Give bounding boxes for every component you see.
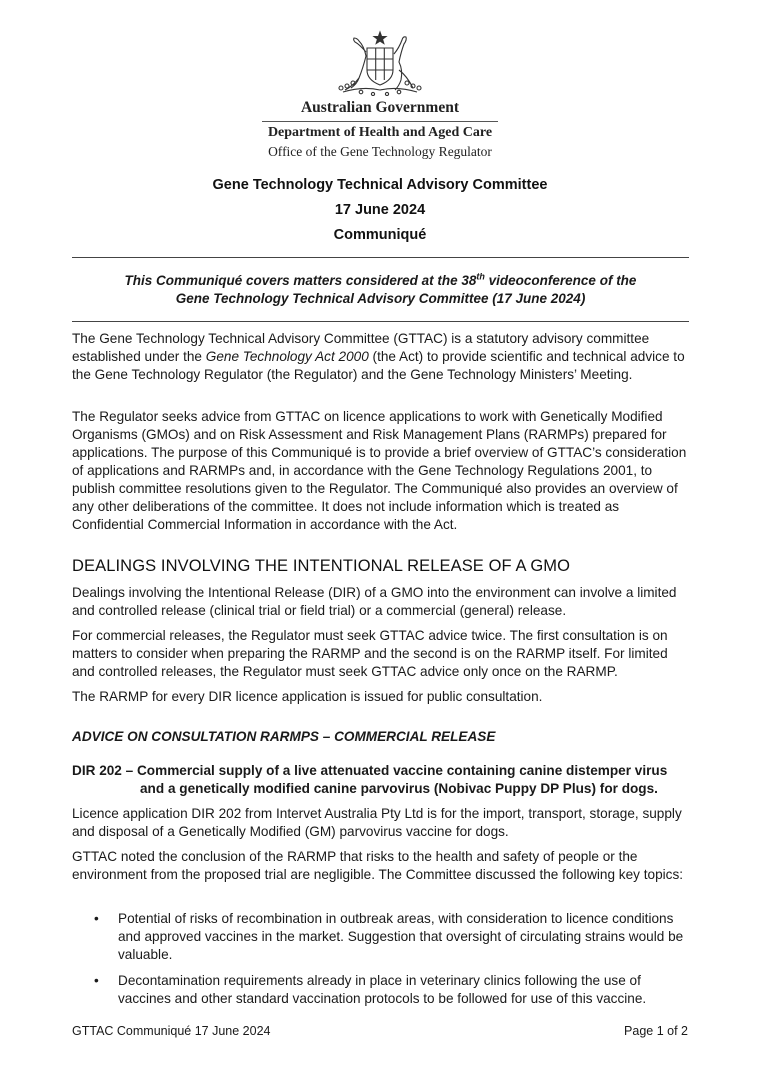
department-name: Department of Health and Aged Care (267, 125, 493, 140)
paragraph-gttac-conclusion (72, 848, 692, 884)
subsection-heading-consultation: ADVICE ON CONSULTATION RARMPS – COMMERCIAL RELEASE (72, 729, 496, 744)
paragraph-gttac-overview (72, 330, 692, 384)
section1-p1: Dealings involving the Intentional Release (DIR) of a GMO into the environment can involve a limited and controlled release (clinical trial or field trial) or a commercial (general) release. (72, 585, 677, 618)
subsection-p1: Licence application DIR 202 from Intervet Australia Pty Ltd is for the import, transport, storage, supply and disposal of a Genetically Modified (GM) parvovirus vaccine for dogs. (72, 806, 682, 839)
paragraph-licence-application (72, 805, 692, 841)
bullet-text: Decontamination requirements already in place in veterinary clinics following the use of vaccines and other standard vaccination protocols to be followed for use of this vaccine. (118, 973, 647, 1006)
section-heading-dir: DEALINGS INVOLVING THE INTENTIONAL RELEASE OF A GMO (72, 557, 571, 575)
committee-title: Gene Technology Technical Advisory Committee (212, 177, 548, 193)
footer-title: GTTAC Communiqué 17 June 2024 (72, 1024, 271, 1038)
intro-text-part1: This Communiqué covers matters considered at the 38 (124, 273, 477, 288)
paragraph-dir-definition (72, 584, 692, 620)
para2-text: The Regulator seeks advice from GTTAC on licence applications to work with Genetically Modified Organisms (GMOs) and on Risk Assessment and Risk Management Plans (RARMPs) prepared for applications. The purpose of this Communiqué is to provide a brief overview of GTTAC’s consideration of applications and RARMPs and, in accordance with the Gene Technology Regulations 2001, to publish committee resolutions given to the Regulator. The Communiqué also provides an overview of any other deliberations of the committee. It does not include information which is treated as Confidential Commercial Information in accordance with the Act. (72, 409, 687, 532)
letterhead-divider (262, 121, 498, 122)
bullet-icon: • (94, 973, 99, 988)
bullet-icon: • (94, 911, 99, 926)
act-name: Gene Technology Act 2000 (205, 349, 369, 364)
dir-202-heading (72, 762, 692, 798)
intro-superscript: th (476, 271, 485, 282)
section1-p3: The RARMP for every DIR licence application is issued for public consultation. (72, 689, 543, 704)
dir-heading-line1: DIR 202 – Commercial supply of a live attenuated vaccine containing canine distemper virus (72, 763, 668, 778)
paragraph-public-consultation (72, 688, 692, 706)
intro-text-line2: Gene Technology Technical Advisory Committee (17 June 2024) (175, 291, 586, 306)
paragraph-regulator-advice (72, 408, 692, 534)
intro-text-part2: videoconference of the (484, 273, 637, 288)
subsection-p2: GTTAC noted the conclusion of the RARMP that risks to the health and safety of people or the environment from the proposed trial are negligible. The Committee discussed the following key topics: (72, 849, 684, 882)
section1-p2: For commercial releases, the Regulator must seek GTTAC advice twice. The first consultation is on matters to consider when preparing the RARMP and the second is on the RARMP itself. For limited and controlled releases, the Regulator must seek GTTAC advice only once on the RARMP. (72, 628, 668, 679)
page-number: Page 1 of 2 (624, 1024, 688, 1038)
top-divider (72, 257, 689, 258)
para1-text-a: The Gene Technology Technical Advisory Committee (GTTAC) is a statutory advisory committee established under the (72, 331, 650, 364)
office-name: Office of the Gene Technology Regulator (268, 144, 492, 159)
government-name: Australian Government (300, 99, 459, 116)
para1-text-b: (the Act) to provide scientific and technical advice to the Gene Technology Regulator (the Regulator) and the Gene Technology Ministers’ Meeting. (72, 349, 685, 382)
document-type: Communiqué (333, 227, 427, 243)
paragraph-commercial-releases (72, 627, 692, 681)
coat-of-arms-icon (333, 30, 427, 96)
meeting-date: 17 June 2024 (334, 202, 426, 218)
intro-divider (72, 321, 689, 322)
intro-statement (72, 272, 689, 308)
dir-heading-line2: and a genetically modified canine parvovirus (Nobivac Puppy DP Plus) for dogs. (140, 781, 658, 796)
bullet-text: Potential of risks of recombination in outbreak areas, with consideration to licence conditions and approved vaccines in the market. Suggestion that oversight of circulating strains would be valuable. (118, 911, 684, 962)
